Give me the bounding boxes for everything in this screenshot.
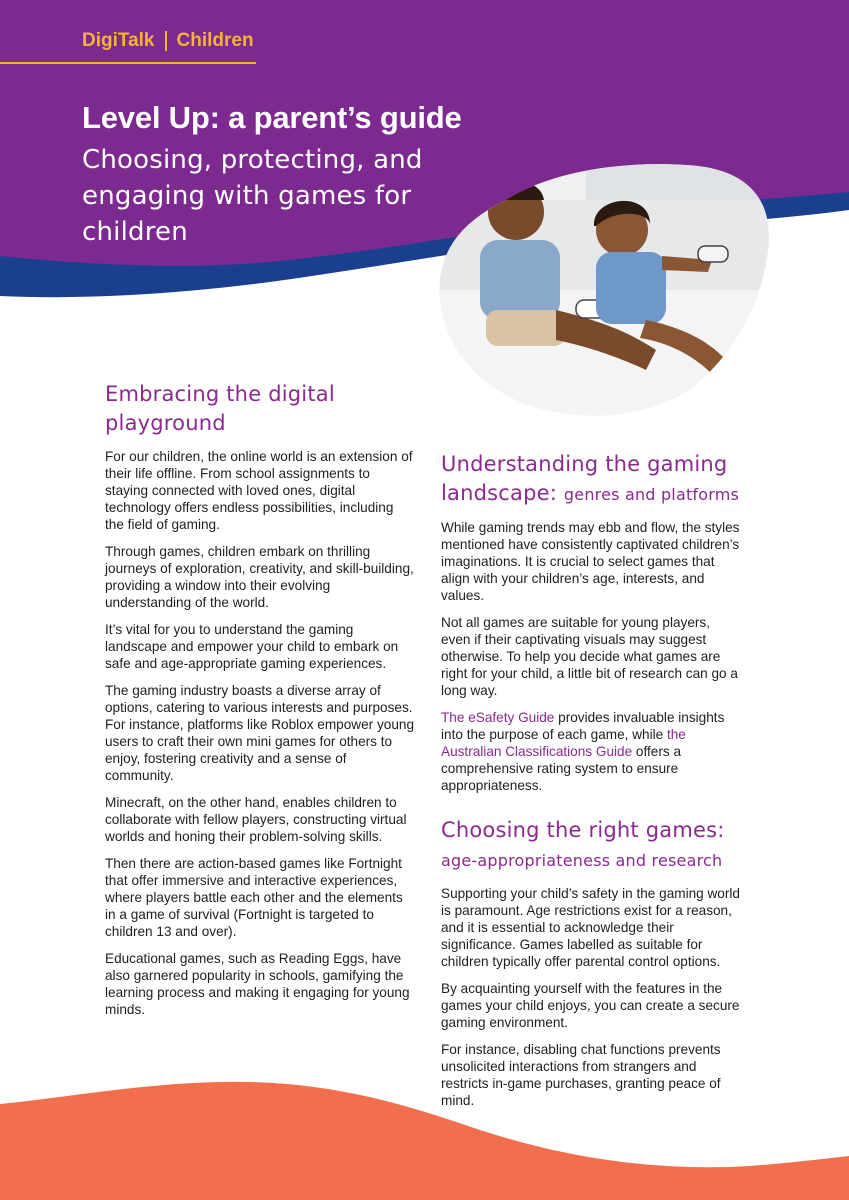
- esafety-guide-link[interactable]: The eSafety Guide: [441, 710, 555, 725]
- paragraph: For instance, disabling chat functions prevents unsolicited interactions from strangers and restricts in-game purchases, granting peace of mind.: [441, 1042, 721, 1108]
- heading-sub: age-appropriateness and research: [441, 851, 723, 870]
- section-heading-gaming-landscape: [441, 450, 741, 509]
- left-column: [105, 380, 415, 1028]
- brand-underline: [0, 62, 256, 64]
- paragraph: By acquainting yourself with the features in the games your child enjoys, you can create a secure gaming environment.: [441, 981, 740, 1030]
- paragraph: Educational games, such as Reading Eggs, have also garnered popularity in schools, gamifying the learning process and making it engaging for young minds.: [105, 951, 410, 1017]
- paragraph: Supporting your child’s safety in the gaming world is paramount. Age restrictions exist for a reason, and it is essential to acknowledge their significance. Games labelled as suitable for children typically offer parental control options.: [441, 886, 740, 969]
- paragraph-with-links: [441, 709, 741, 794]
- brand-name: DigiTalk: [82, 30, 155, 51]
- heading-main: Understanding the gaming landscape:: [441, 452, 728, 505]
- footer-wave: [0, 1060, 849, 1200]
- paragraph: Not all games are suitable for young players, even if their captivating visuals may suggest otherwise. To help you decide what games are right for your child, a little bit of research can go a long way.: [441, 615, 738, 698]
- section-heading-digital-playground: Embracing the digital playground: [105, 382, 335, 435]
- classifications-guide-link[interactable]: the Australian Classifications Guide: [441, 727, 686, 759]
- heading-main: Choosing the right games:: [441, 818, 725, 842]
- section-heading-choosing-games: [441, 816, 741, 875]
- paragraph: Through games, children embark on thrilling journeys of exploration, creativity, and skill-building, providing a window into their evolving understanding of the world.: [105, 544, 414, 610]
- paragraph: It’s vital for you to understand the gaming landscape and empower your child to embark on safe and age-appropriate gaming experiences.: [105, 622, 399, 671]
- paragraph: Minecraft, on the other hand, enables children to collaborate with fellow players, constructing virtual worlds and honing their problem-solving skills.: [105, 795, 407, 844]
- children-gaming-photo: [436, 160, 770, 418]
- paragraph: Then there are action-based games like Fortnight that offer immersive and interactive experiences, where players battle each other and the elements in a game of survival (Fortnight is targeted to children 13 and over).: [105, 856, 403, 939]
- link-text: provides invaluable insights into the purpose of each game, while: [441, 710, 725, 742]
- page-title: Level Up: a parent’s guide: [82, 100, 462, 135]
- brand-section: Children: [176, 30, 254, 51]
- paragraph: For our children, the online world is an extension of their life offline. From school assignments to staying connected with loved ones, digital technology offers endless possibilities, including the field of gaming.: [105, 449, 413, 532]
- heading-sub: genres and platforms: [563, 485, 740, 504]
- link-text: offers a comprehensive rating system to ensure appropriateness.: [441, 744, 682, 793]
- page-subtitle: Choosing, protecting, and engaging with games for children: [82, 145, 423, 247]
- paragraph: While gaming trends may ebb and flow, the styles mentioned have consistently captivated children’s imaginations. It is crucial to select games that align with your children’s age, interests, and values.: [441, 520, 740, 603]
- brand-divider: [165, 31, 167, 51]
- right-column: [441, 450, 741, 1119]
- paragraph: The gaming industry boasts a diverse array of options, catering to various interests and purposes. For instance, platforms like Roblox empower young users to craft their own mini games for others to enjoy, fostering creativity and a sense of community.: [105, 683, 415, 783]
- brand: [82, 30, 254, 52]
